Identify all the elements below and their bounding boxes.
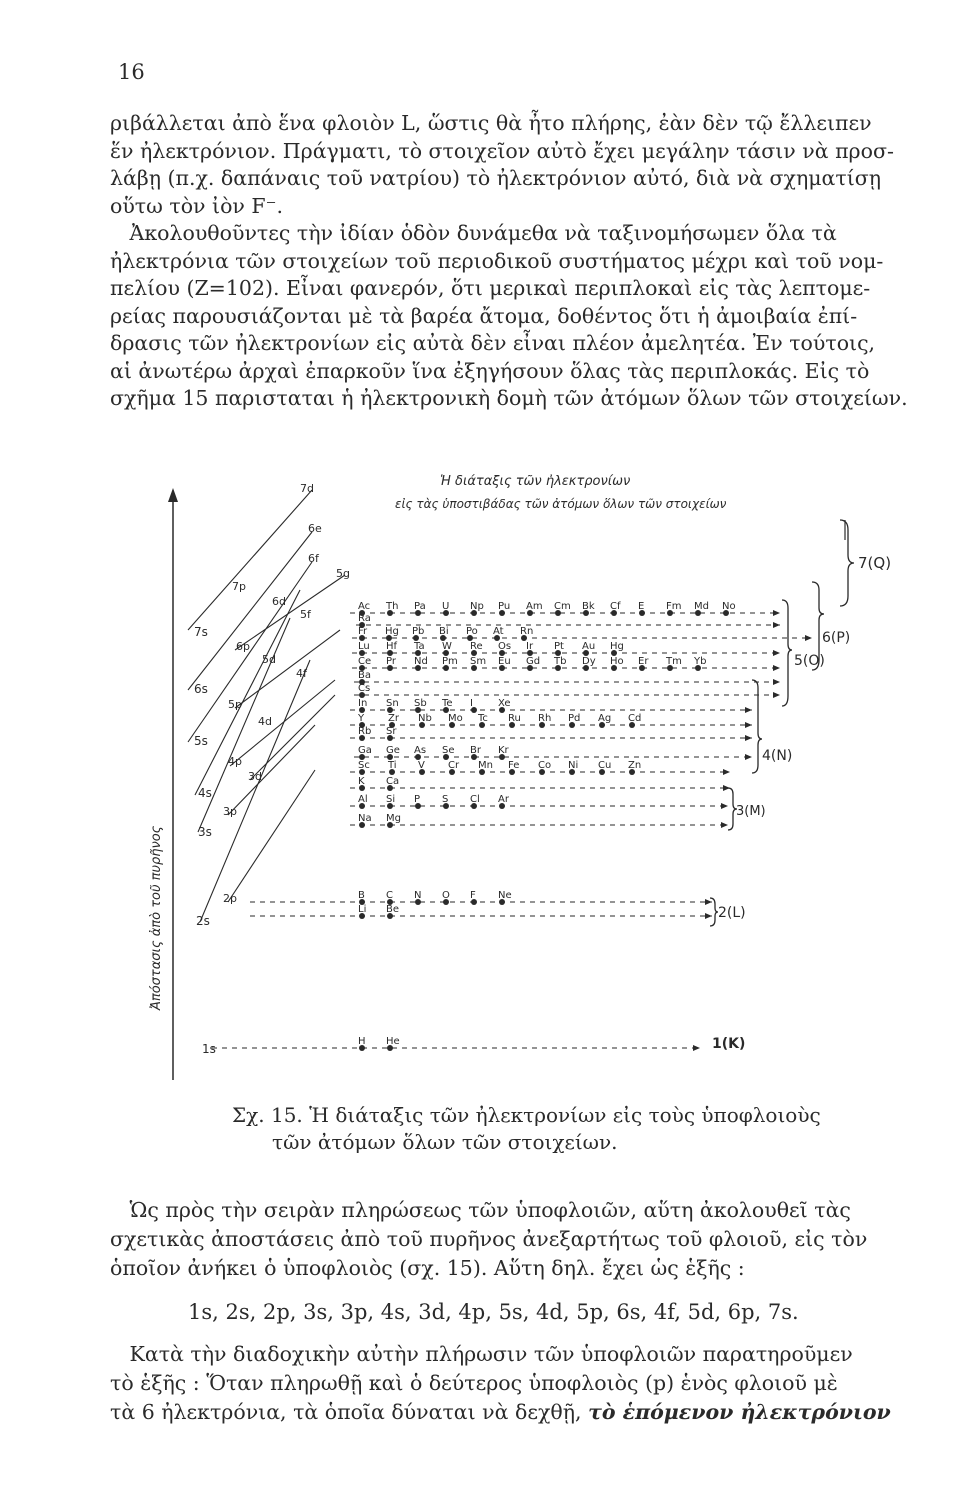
brace-N: [752, 680, 762, 773]
element-symbol: Eu: [498, 656, 511, 667]
element-symbol: No: [722, 601, 736, 612]
element-symbol: S: [442, 794, 449, 805]
subshell-5d: 5d: [262, 653, 276, 666]
element-symbol: Ce: [358, 656, 372, 667]
axis-label: Ἀπόστασις ἀπὸ τοῦ πυρῆνος: [149, 825, 164, 1010]
element-symbol: Po: [466, 626, 478, 637]
paragraph-bottom: [110, 1196, 868, 1283]
element-symbol: Ra: [358, 613, 371, 624]
diagonal-arrow: [188, 490, 312, 630]
line-arrowhead: [745, 754, 752, 760]
element-symbol: Cs: [358, 683, 371, 694]
subshell-4p: 4p: [228, 755, 242, 768]
element-symbol: Be: [386, 904, 400, 915]
element-symbol: Mg: [386, 813, 401, 824]
line-arrowhead: [745, 707, 752, 713]
element-symbol: Sn: [386, 698, 399, 709]
text-line: Κατὰ τὴν διαδοχικὴν αὐτὴν πλήρωσιν τῶν ὑποφλοιῶν παρατηροῦμεν: [110, 1342, 853, 1366]
element-symbol: Tc: [478, 713, 488, 724]
shell-2L: 2(L): [718, 905, 746, 921]
line-arrowhead: [693, 1045, 700, 1051]
axis-arrowhead: [168, 488, 178, 502]
element-symbol: Th: [386, 601, 399, 612]
figure-title-1: Ἡ διάταξις τῶν ἠλεκτρονίων: [440, 474, 631, 489]
element-symbol: Md: [694, 601, 709, 612]
line-arrowhead: [773, 665, 780, 671]
text-line: σχετικὰς ἀποστάσεις ἀπὸ τοῦ πυρῆνος ἀνεξαρτήτως τοῦ φλοιοῦ, εἰς τὸν: [110, 1227, 868, 1251]
line-arrowhead: [773, 692, 780, 698]
element-symbol: Sm: [470, 656, 487, 667]
subshell-5p: 5p: [228, 698, 242, 711]
element-symbol: Zn: [628, 760, 642, 771]
element-symbol: B: [358, 890, 365, 901]
text-line: [110, 1398, 891, 1427]
element-symbol: Am: [526, 601, 543, 612]
line-arrowhead: [721, 803, 728, 809]
element-symbol: Bk: [582, 601, 595, 612]
element-symbol: Ar: [498, 794, 509, 805]
text-line: Ὡς πρὸς τὴν σειρὰν πληρώσεως τῶν ὑποφλοιῶν, αὕτη ἀκολουθεῖ τὰς: [110, 1198, 851, 1222]
element-symbol: Li: [358, 904, 367, 915]
subshell-6e: 6e: [308, 522, 322, 535]
shell-3M: 3(M): [736, 804, 766, 819]
text-line: ρείας παρουσιάζονται μὲ τὰ βαρέα ἄτομα, δοθέντος ὅτι ἡ ἀμοιβαία ἐπί-: [110, 303, 858, 328]
element-symbol: Ge: [386, 745, 400, 756]
text-line: Ἀκολουθοῦντες τὴν ἰδίαν ὁδὸν δυνάμεθα νὰ ταξινομήσωμεν ὅλα τὰ: [110, 221, 837, 245]
element-symbol: Tm: [666, 656, 682, 667]
element-symbol: Zr: [388, 713, 399, 724]
element-symbol: Bi: [439, 626, 449, 637]
line-arrowhead: [773, 679, 780, 685]
element-symbol: Mo: [448, 713, 463, 724]
element-symbol: Te: [442, 698, 453, 709]
line-arrowhead: [745, 722, 752, 728]
line-arrowhead: [721, 822, 728, 828]
diagonal-arrow: [228, 770, 315, 902]
element-symbol: Kr: [498, 745, 509, 756]
element-symbol: Np: [470, 601, 484, 612]
line-arrowhead: [705, 913, 712, 919]
element-symbol: Ga: [358, 745, 372, 756]
diagonal-arrow: [188, 532, 312, 690]
element-symbol: Ni: [568, 760, 579, 771]
subshell-2p: 2p: [223, 892, 237, 905]
element-symbol: Cf: [610, 601, 621, 612]
page-number: 16: [118, 60, 145, 84]
caption-line: τῶν ἀτόμων ὅλων τῶν στοιχείων.: [272, 1130, 618, 1154]
element-symbol: Ne: [498, 890, 512, 901]
element-symbol: C: [386, 890, 393, 901]
subshell-5g: 5g: [336, 567, 350, 580]
element-symbol: Pm: [442, 656, 458, 667]
subshell-4f: 4f: [296, 667, 307, 680]
paragraph-last: [110, 1340, 891, 1427]
element-symbol: U: [442, 601, 450, 612]
shell-7Q: 7(Q): [858, 554, 892, 572]
text-line: δρασις τῶν ἠλεκτρονίων εἰς αὐτὰ δὲν εἶναι πλέον ἀμελητέα. Ἐν τούτοις,: [110, 331, 876, 355]
shell-1K: 1(K): [712, 1036, 746, 1052]
element-symbol: E: [638, 601, 645, 612]
subshell-4d: 4d: [258, 715, 272, 728]
element-symbol: Ca: [386, 776, 400, 787]
element-symbol: Pb: [412, 626, 425, 637]
subshell-1s: 1s: [202, 1042, 216, 1056]
text-line: λάβῃ (π.χ. δαπάναις τοῦ νατρίου) τὸ ἠλεκτρόνιον αὐτό, διὰ νὰ σχηματίσῃ: [110, 166, 882, 190]
element-symbol: Hg: [385, 626, 399, 637]
text-line: ἕν ἠλεκτρόνιον. Πράγματι, τὸ στοιχεῖον αὐτὸ ἔχει μεγάλην τάσιν νὰ προσ-: [110, 138, 894, 163]
element-symbol: Cu: [598, 760, 612, 771]
element-symbol: P: [414, 794, 421, 805]
subshell-5s: 5s: [194, 734, 208, 748]
subshell-3d: 3d: [248, 770, 262, 783]
subshell-7p: 7p: [232, 580, 246, 593]
subshell-7d: 7d: [300, 482, 314, 495]
element-symbol: Os: [498, 641, 512, 652]
line-arrowhead: [805, 635, 812, 641]
element-symbol: Al: [358, 794, 368, 805]
element-symbol: Ir: [526, 641, 534, 652]
element-symbol: As: [414, 745, 427, 756]
diagonal-arrow: [230, 680, 335, 766]
element-symbol: I: [470, 698, 473, 709]
subshell-sequence: 1s, 2s, 2p, 3s, 3p, 4s, 3d, 4p, 5s, 4d, 5p, 6s, 4f, 5d, 6p, 7s.: [188, 1300, 799, 1324]
element-symbol: Ba: [358, 670, 371, 681]
element-symbol: He: [386, 1036, 400, 1047]
element-symbol: O: [442, 890, 450, 901]
electron-diagram: [140, 470, 892, 1090]
line-arrowhead: [723, 769, 730, 775]
text-line: τὸ ἑξῆς : Ὅταν πληρωθῇ καὶ ὁ δεύτερος ὑποφλοιὸς (p) ἑνὸς φλοιοῦ μὲ: [110, 1371, 838, 1395]
diagonal-arrow: [188, 562, 312, 742]
element-symbol: V: [418, 760, 425, 771]
element-symbol: Fr: [358, 626, 368, 637]
element-symbol: Pu: [498, 601, 511, 612]
line-arrowhead: [773, 650, 780, 656]
line-arrowhead: [705, 899, 712, 905]
element-symbol: F: [470, 890, 476, 901]
element-symbol: Ru: [508, 713, 521, 724]
element-symbol: Hg: [610, 641, 624, 652]
subshell-6p: 6p: [236, 640, 250, 653]
element-symbol: Se: [442, 745, 455, 756]
text-line: ἠλεκτρόνια τῶν στοιχείων τοῦ περιοδικοῦ συστήματος μέχρι καὶ τοῦ νομ-: [110, 248, 884, 273]
diagonal-arrow: [195, 590, 300, 795]
subshell-7s: 7s: [194, 625, 208, 639]
shell-6P: 6(P): [822, 630, 851, 646]
element-symbol: Sc: [358, 760, 370, 771]
element-symbol: Pr: [386, 656, 396, 667]
element-symbol: Cd: [628, 713, 642, 724]
element-symbol: Re: [470, 641, 483, 652]
element-symbol: Pa: [414, 601, 426, 612]
element-symbol: Ti: [388, 760, 397, 771]
element-symbol: Nb: [418, 713, 432, 724]
element-symbol: Si: [386, 794, 396, 805]
element-symbol: Sr: [386, 726, 397, 737]
element-symbol: Sb: [414, 698, 427, 709]
text-line: αἱ ἀνωτέρω ἀρχαὶ ἐπαρκοῦν ἵνα ἐξηγήσουν ὅλας τὰς περιπλοκάς. Εἰς τὸ: [110, 358, 870, 383]
element-symbol: Xe: [498, 698, 511, 709]
element-symbol: K: [358, 776, 365, 787]
element-symbol: Y: [358, 713, 365, 724]
element-symbol: Er: [638, 656, 649, 667]
figure-caption: [232, 1102, 821, 1156]
element-symbol: In: [358, 698, 368, 709]
element-symbol: Cr: [448, 760, 460, 771]
text-line: οὕτω τὸν ἰὸν F⁻.: [110, 193, 283, 218]
element-symbol: Nd: [414, 656, 428, 667]
element-symbol: Rh: [538, 713, 552, 724]
element-symbol: Yb: [694, 656, 707, 667]
element-symbol: Au: [582, 641, 596, 652]
subshell-3p: 3p: [223, 805, 237, 818]
element-symbol: Pd: [568, 713, 581, 724]
line-arrowhead: [773, 610, 780, 616]
element-symbol: Pt: [554, 641, 564, 652]
text-line: ριβάλλεται ἀπὸ ἕνα φλοιὸν L, ὥστις θὰ ἦτο πλήρης, ἐὰν δὲν τῷ ἔλλειπεν: [110, 111, 872, 135]
element-symbol: Ta: [414, 641, 425, 652]
subshell-3s: 3s: [198, 825, 212, 839]
element-symbol: Na: [358, 813, 372, 824]
element-symbol: Gd: [526, 656, 541, 667]
caption-line: Σχ. 15. Ἡ διάταξις τῶν ἠλεκτρονίων εἰς τοὺς ὑποφλοιοὺς: [232, 1103, 821, 1127]
diagonal-arrow: [228, 725, 315, 815]
diagonal-layer: [188, 490, 345, 922]
element-symbol: N: [414, 890, 422, 901]
diagonal-arrow: [235, 630, 340, 708]
element-symbol: Ho: [610, 656, 624, 667]
brace-O: [782, 600, 792, 706]
line-arrowhead: [773, 622, 780, 628]
element-symbol: Mn: [478, 760, 493, 771]
brace-M: [728, 788, 737, 830]
diagonal-arrow: [250, 695, 335, 780]
subshell-6s: 6s: [194, 682, 208, 696]
element-symbol: Dy: [582, 656, 596, 667]
shell-5O: 5(O): [794, 653, 825, 669]
subshell-5f: 5f: [300, 608, 311, 621]
subshell-4s: 4s: [198, 786, 212, 800]
element-symbol: H: [358, 1036, 366, 1047]
element-symbol: Fm: [666, 601, 682, 612]
subshell-2s: 2s: [196, 914, 210, 928]
element-symbol: Rb: [358, 726, 372, 737]
element-symbol: At: [493, 626, 504, 637]
element-symbol: Lu: [358, 641, 370, 652]
element-symbol: Ac: [358, 601, 371, 612]
element-symbol: Br: [470, 745, 481, 756]
element-symbol: W: [442, 641, 452, 652]
subshell-6d: 6d: [272, 595, 286, 608]
element-symbol: Co: [538, 760, 552, 771]
subshell-6f: 6f: [308, 552, 319, 565]
last-line-emphasis: τὸ ἑπόμενον ἠλεκτρόνιον: [588, 1400, 891, 1424]
text-line: πελίου (Z=102). Εἶναι φανερόν, ὅτι μερικαὶ περιπλοκαὶ εἰς τὰς λεπτομε-: [110, 276, 871, 300]
element-symbol: Hf: [386, 641, 398, 652]
text-line: σχῆμα 15 παρισταται ἡ ἠλεκτρονικὴ δομὴ τῶν ἀτόμων ὅλων τῶν στοιχείων.: [110, 386, 908, 410]
element-symbol: Tb: [554, 656, 567, 667]
element-symbol: Rn: [520, 626, 534, 637]
element-symbol: Cl: [470, 794, 480, 805]
brace-Q: [840, 520, 854, 606]
element-symbol: Ag: [598, 713, 612, 724]
element-symbol: Fe: [508, 760, 520, 771]
figure-title-2: εἰς τὰς ὑποστιβάδας τῶν ἀτόμων ὅλων τῶν στοιχείων: [395, 497, 727, 511]
text-line: ὁποῖον ἀνήκει ὁ ὑποφλοιὸς (σχ. 15). Αὕτη δηλ. ἔχει ὡς ἑξῆς :: [110, 1256, 745, 1280]
line-arrowhead: [745, 735, 752, 741]
shell-4N: 4(N): [762, 748, 793, 764]
last-line-text: τὰ 6 ἠλεκτρόνια, τὰ ὁποῖα δύναται νὰ δεχθῇ,: [110, 1400, 582, 1424]
element-symbol: Cm: [554, 601, 571, 612]
paragraph-top: [110, 110, 908, 413]
